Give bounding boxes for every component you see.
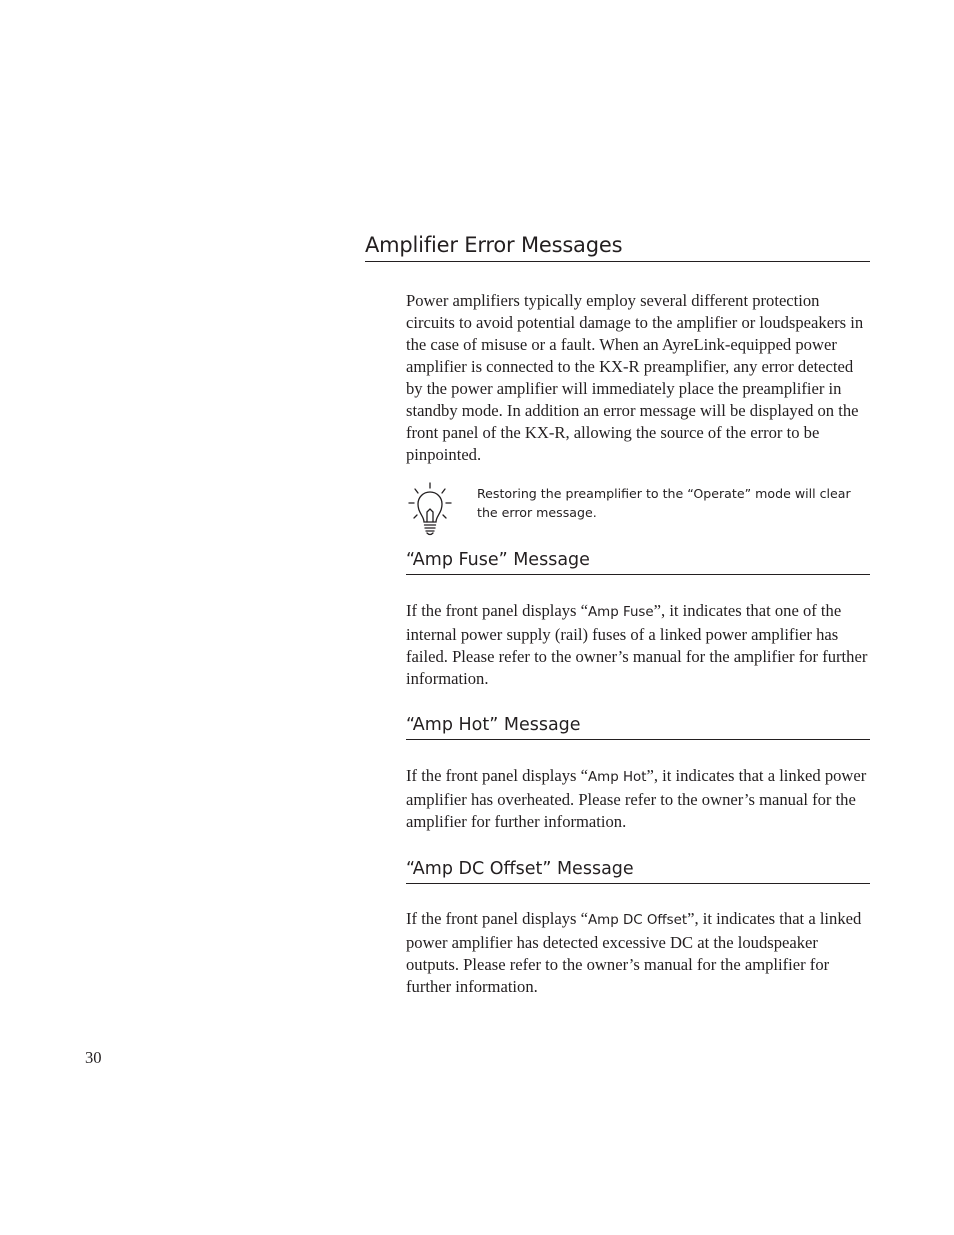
page-number: 30	[85, 1048, 102, 1067]
intro-paragraph: Power amplifiers typically employ several different protection circuits to avoid potential damage to the amplifier or loudspeakers in the case of misuse or a fault. When an AyreLink-equipped power amplifier is connected to the KX-R preamplifier, any error detected by the power amplifier will immediately place the preamplifier in standby mode. In addition an error message will be displayed on the front panel of the KX-R, allowing the source of the error to be pinpointed.	[406, 291, 864, 464]
lightbulb-icon	[406, 482, 454, 538]
amp-hot-heading: “Amp Hot” Message	[406, 711, 870, 740]
page-title: Amplifier Error Messages	[365, 230, 870, 262]
amp-dc-offset-heading: “Amp DC Offset” Message	[406, 855, 870, 884]
amp-hot-paragraph	[406, 765, 872, 833]
amp-fuse-heading: “Amp Fuse” Message	[406, 546, 870, 575]
amp-hot-text-before: If the front panel displays “	[406, 766, 589, 785]
amp-dc-offset-text-before: If the front panel displays “	[406, 909, 589, 928]
amp-dc-offset-paragraph	[406, 908, 872, 998]
amp-fuse-text-after: ”, it indicates that one of the internal power supply (rail) fuses of a linked power amplifier has failed. Please refer to the owner’s manual for the amplifier for further information.	[406, 601, 868, 688]
amp-dc-offset-text-after: ”, it indicates that a linked power amplifier has detected excessive DC at the loudspeaker outputs. Please refer to the owner’s manual for the amplifier for further information.	[406, 909, 862, 996]
amp-fuse-text-before: If the front panel displays “	[406, 601, 589, 620]
amp-hot-text-after: ”, it indicates that a linked power amplifier has overheated. Please refer to the owner’s manual for the amplifier for further information.	[406, 766, 867, 831]
amp-fuse-paragraph	[406, 600, 872, 690]
amp-hot-display-message: Amp Hot	[588, 770, 647, 785]
amp-dc-offset-display-message: Amp DC Offset	[588, 913, 688, 928]
amp-fuse-display-message: Amp Fuse	[588, 605, 654, 620]
tip-text: Restoring the preamplifier to the “Operate” mode will clear the error message.	[477, 486, 851, 520]
